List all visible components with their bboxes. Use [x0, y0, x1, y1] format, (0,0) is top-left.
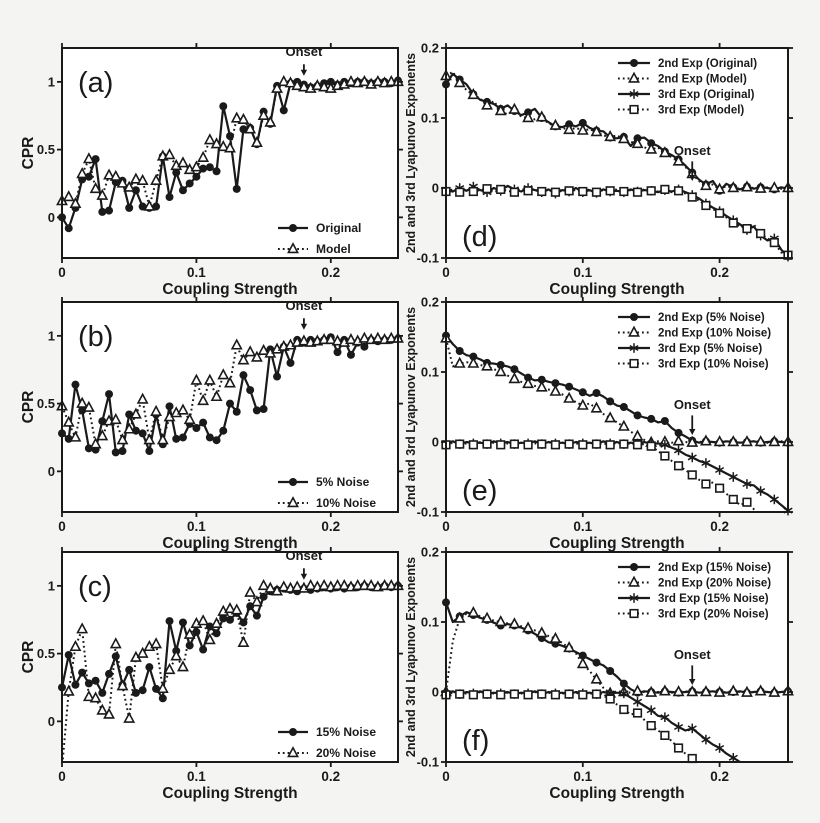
- marker-circle: [179, 618, 187, 626]
- marker-square: [524, 691, 532, 699]
- legend-label-5-noise: 5% Noise: [316, 475, 370, 490]
- marker-circle: [347, 351, 355, 359]
- marker-circle: [239, 371, 247, 379]
- onset-annotation: Onset: [285, 44, 323, 60]
- marker-square: [524, 441, 532, 449]
- y-tick-label: 0.1: [420, 364, 439, 380]
- marker-circle: [661, 417, 669, 425]
- marker-square: [634, 188, 642, 196]
- marker-square: [552, 441, 560, 449]
- marker-circle: [630, 563, 638, 571]
- marker-square: [620, 706, 628, 714]
- marker-square: [511, 440, 519, 448]
- legend-label-3rd-exp-10-noise: 3rd Exp (10% Noise): [658, 358, 769, 371]
- marker-circle: [565, 383, 573, 391]
- y-tick-label: 1: [47, 74, 55, 90]
- panel-label: (f): [462, 725, 490, 757]
- marker-circle: [199, 646, 207, 654]
- marker-circle: [186, 641, 194, 649]
- marker-square: [470, 188, 478, 196]
- y-tick-label: 0: [47, 209, 55, 225]
- marker-circle: [260, 405, 268, 413]
- y-axis-label: CPR: [20, 136, 37, 170]
- marker-square: [716, 484, 724, 492]
- marker-circle: [592, 389, 600, 397]
- y-tick-label: 0.5: [36, 646, 55, 662]
- marker-circle: [260, 593, 268, 601]
- marker-circle: [98, 689, 106, 697]
- marker-circle: [105, 390, 113, 398]
- y-tick-label: 1: [47, 578, 55, 594]
- marker-square: [757, 230, 765, 238]
- marker-square: [565, 187, 573, 195]
- marker-square: [538, 690, 546, 698]
- onset-annotation: Onset: [673, 647, 711, 663]
- marker-square: [606, 441, 614, 449]
- marker-circle: [65, 224, 73, 232]
- marker-circle: [253, 612, 261, 620]
- x-axis-label: Coupling Strength: [162, 281, 298, 298]
- legend-label-2nd-exp-model: 2nd Exp (Model): [658, 73, 747, 86]
- x-tick-label: 0.2: [321, 769, 341, 784]
- marker-circle: [226, 400, 234, 408]
- marker-circle: [199, 419, 207, 427]
- marker-square: [593, 690, 601, 698]
- marker-circle: [71, 681, 79, 689]
- marker-square: [593, 188, 601, 196]
- subplot-a-svg: [20, 22, 412, 298]
- marker-square: [483, 440, 491, 448]
- y-tick-label: 0.5: [36, 396, 55, 412]
- y-tick-label: 0: [431, 684, 439, 700]
- subplot-e: [404, 276, 802, 552]
- marker-square: [661, 452, 669, 460]
- marker-square: [675, 744, 683, 752]
- x-tick-label: 0.1: [187, 769, 206, 784]
- marker-square: [630, 360, 638, 368]
- x-tick-label: 0.1: [573, 265, 593, 280]
- x-tick-label: 0: [442, 519, 450, 534]
- marker-circle: [206, 163, 214, 171]
- marker-circle: [246, 386, 254, 394]
- marker-circle: [112, 448, 120, 456]
- marker-square: [729, 219, 737, 227]
- y-tick-label: 0: [431, 434, 439, 450]
- subplot-c: [20, 526, 412, 802]
- marker-circle: [233, 408, 241, 416]
- y-tick-label: -0.1: [416, 250, 439, 266]
- marker-square: [552, 691, 560, 699]
- marker-square: [497, 186, 505, 194]
- marker-square: [647, 187, 655, 195]
- legend-label-2nd-exp-5-noise: 2nd Exp (5% Noise): [658, 312, 765, 325]
- marker-square: [688, 193, 696, 201]
- marker-circle: [145, 663, 153, 671]
- legend-label-3rd-exp-15-noise: 3rd Exp (15% Noise): [658, 593, 769, 606]
- legend-label-20-noise: 20% Noise: [316, 746, 377, 761]
- marker-circle: [166, 402, 174, 410]
- marker-square: [606, 187, 614, 195]
- marker-square: [497, 691, 505, 699]
- x-tick-label: 0.2: [710, 769, 729, 784]
- marker-circle: [592, 659, 600, 667]
- marker-circle: [179, 186, 187, 194]
- marker-circle: [213, 167, 221, 175]
- panel-label: (c): [78, 571, 112, 603]
- marker-square: [634, 441, 642, 449]
- marker-circle: [579, 388, 587, 396]
- marker-circle: [219, 102, 227, 110]
- marker-circle: [166, 193, 174, 201]
- marker-square: [606, 695, 614, 703]
- x-tick-label: 0: [442, 265, 450, 280]
- x-axis-label: Coupling Strength: [162, 785, 298, 802]
- marker-square: [630, 610, 638, 618]
- marker-circle: [125, 204, 133, 212]
- subplot-f: [404, 526, 802, 802]
- legend-label-2nd-exp-15-noise: 2nd Exp (15% Noise): [658, 562, 772, 575]
- marker-square: [647, 442, 655, 450]
- x-tick-label: 0.2: [710, 519, 729, 534]
- x-tick-label: 0: [58, 265, 66, 280]
- marker-square: [743, 225, 751, 233]
- marker-square: [620, 440, 628, 448]
- marker-circle: [172, 435, 180, 443]
- marker-square: [579, 441, 587, 449]
- subplot-b: [20, 276, 412, 552]
- subplot-a: [20, 22, 412, 298]
- y-axis-label: 2nd and 3rd Lyapunov Exponents: [404, 52, 418, 254]
- marker-circle: [65, 651, 73, 659]
- marker-circle: [192, 628, 200, 636]
- legend-label-2nd-exp-20-noise: 2nd Exp (20% Noise): [658, 577, 772, 590]
- marker-circle: [289, 728, 297, 736]
- x-axis-label: Coupling Strength: [162, 535, 298, 552]
- marker-square: [511, 188, 519, 196]
- marker-circle: [139, 686, 147, 694]
- marker-square: [483, 690, 491, 698]
- marker-circle: [145, 447, 153, 455]
- x-tick-label: 0.2: [710, 265, 729, 280]
- marker-circle: [118, 447, 126, 455]
- marker-circle: [289, 224, 297, 232]
- marker-square: [675, 462, 683, 470]
- marker-circle: [179, 433, 187, 441]
- marker-circle: [606, 397, 614, 405]
- panel-label: (b): [78, 321, 114, 353]
- marker-square: [456, 188, 464, 196]
- onset-annotation: Onset: [285, 548, 323, 564]
- marker-circle: [92, 677, 100, 685]
- marker-square: [716, 209, 724, 217]
- x-tick-label: 0: [58, 769, 66, 784]
- marker-square: [470, 691, 478, 699]
- marker-square: [771, 239, 779, 247]
- marker-circle: [620, 403, 628, 411]
- subplot-e-svg: [404, 276, 802, 552]
- y-tick-label: 0.2: [420, 40, 439, 56]
- marker-circle: [286, 359, 294, 367]
- marker-circle: [78, 669, 86, 677]
- marker-square: [565, 440, 573, 448]
- marker-circle: [166, 617, 174, 625]
- marker-square: [483, 185, 491, 193]
- marker-square: [634, 709, 642, 717]
- marker-circle: [634, 411, 642, 419]
- legend-label-2nd-exp-10-noise: 2nd Exp (10% Noise): [658, 327, 772, 340]
- x-tick-label: 0.2: [321, 265, 341, 280]
- marker-circle: [647, 415, 655, 423]
- legend-label-3rd-exp-original: 3rd Exp (Original): [658, 89, 755, 102]
- legend-label-3rd-exp-5-noise: 3rd Exp (5% Noise): [658, 343, 763, 356]
- marker-square: [675, 187, 683, 195]
- x-axis-label: Coupling Strength: [549, 785, 685, 802]
- x-axis-label: Coupling Strength: [549, 281, 685, 298]
- marker-circle: [213, 436, 221, 444]
- marker-square: [593, 440, 601, 448]
- marker-circle: [112, 652, 120, 660]
- marker-circle: [98, 208, 106, 216]
- marker-square: [661, 186, 669, 194]
- marker-circle: [71, 381, 79, 389]
- legend-label-3rd-exp-20-noise: 3rd Exp (20% Noise): [658, 608, 769, 621]
- marker-circle: [105, 207, 113, 215]
- marker-circle: [334, 348, 342, 356]
- marker-square: [497, 441, 505, 449]
- panel-label: (e): [462, 475, 498, 507]
- legend-label-10-noise: 10% Noise: [316, 496, 377, 511]
- y-tick-label: -0.1: [416, 754, 439, 770]
- marker-square: [511, 690, 519, 698]
- marker-square: [702, 480, 710, 488]
- marker-square: [729, 496, 737, 504]
- legend-label-2nd-exp-original: 2nd Exp (Original): [658, 58, 758, 71]
- marker-square: [630, 106, 638, 114]
- marker-square: [538, 188, 546, 196]
- marker-circle: [192, 424, 200, 432]
- marker-square: [538, 440, 546, 448]
- marker-square: [579, 691, 587, 699]
- y-tick-label: 1: [47, 328, 55, 344]
- x-axis-label: Coupling Strength: [549, 535, 685, 552]
- marker-circle: [280, 106, 288, 114]
- marker-square: [743, 498, 751, 506]
- y-tick-label: 0.2: [420, 544, 439, 560]
- marker-circle: [630, 59, 638, 67]
- marker-square: [661, 732, 669, 740]
- y-tick-label: 0: [47, 463, 55, 479]
- y-tick-label: 0.1: [420, 614, 439, 630]
- marker-circle: [125, 666, 133, 674]
- y-tick-label: 0: [431, 180, 439, 196]
- marker-circle: [606, 667, 614, 675]
- marker-square: [579, 188, 587, 196]
- onset-annotation: Onset: [285, 298, 323, 314]
- marker-circle: [273, 373, 281, 381]
- subplot-b-svg: [20, 276, 412, 552]
- marker-square: [647, 722, 655, 730]
- subplot-c-svg: [20, 526, 412, 802]
- marker-square: [702, 202, 710, 210]
- y-axis-label: CPR: [20, 640, 37, 674]
- marker-square: [456, 690, 464, 698]
- x-tick-label: 0.1: [187, 519, 206, 534]
- y-tick-label: -0.1: [416, 504, 439, 520]
- x-tick-label: 0: [442, 769, 450, 784]
- marker-square: [456, 440, 464, 448]
- y-axis-label: 2nd and 3rd Lyapunov Exponents: [404, 306, 418, 508]
- marker-circle: [219, 427, 227, 435]
- marker-circle: [139, 429, 147, 437]
- marker-circle: [213, 629, 221, 637]
- panel-label: (d): [462, 221, 498, 253]
- marker-square: [565, 690, 573, 698]
- y-tick-label: 0.5: [36, 142, 55, 158]
- marker-circle: [510, 365, 518, 373]
- marker-circle: [456, 347, 464, 355]
- y-axis-label: CPR: [20, 390, 37, 424]
- marker-circle: [105, 670, 113, 678]
- subplot-d: [404, 22, 802, 298]
- x-tick-label: 0.1: [573, 519, 593, 534]
- onset-annotation: Onset: [673, 397, 711, 413]
- x-tick-label: 0.1: [187, 265, 206, 280]
- legend-label-model: Model: [316, 242, 351, 257]
- marker-circle: [186, 179, 194, 187]
- marker-circle: [226, 616, 234, 624]
- marker-circle: [233, 185, 241, 193]
- y-axis-label: 2nd and 3rd Lyapunov Exponents: [404, 556, 418, 758]
- y-tick-label: 0.2: [420, 294, 439, 310]
- marker-square: [524, 187, 532, 195]
- marker-circle: [239, 618, 247, 626]
- marker-square: [470, 441, 478, 449]
- legend-label-original: Original: [316, 221, 362, 236]
- legend-label-3rd-exp-model: 3rd Exp (Model): [658, 104, 745, 117]
- marker-square: [688, 471, 696, 479]
- marker-circle: [253, 406, 261, 414]
- x-tick-label: 0.1: [573, 769, 593, 784]
- marker-circle: [226, 132, 234, 140]
- y-tick-label: 0.1: [420, 110, 439, 126]
- x-tick-label: 0.2: [321, 519, 341, 534]
- y-tick-label: 0: [47, 713, 55, 729]
- onset-annotation: Onset: [673, 143, 711, 159]
- marker-circle: [289, 478, 297, 486]
- panel-label: (a): [78, 67, 114, 99]
- marker-square: [552, 188, 560, 196]
- marker-circle: [630, 313, 638, 321]
- marker-circle: [159, 694, 167, 702]
- subplot-d-svg: [404, 22, 802, 298]
- subplot-f-svg: [404, 526, 802, 802]
- legend-label-15-noise: 15% Noise: [316, 725, 377, 740]
- marker-square: [620, 188, 628, 196]
- x-tick-label: 0: [58, 519, 66, 534]
